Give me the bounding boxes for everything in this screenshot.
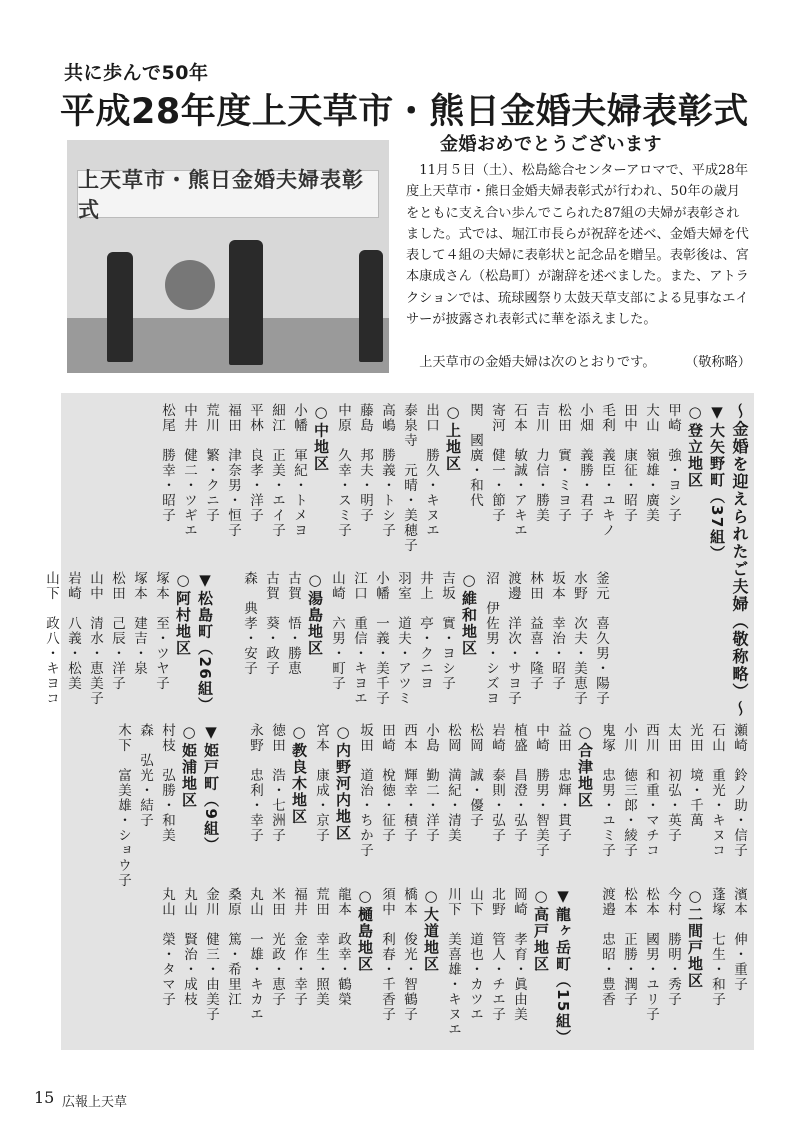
- couple-name: 福井 金作・幸子: [291, 887, 307, 1007]
- couple-name: 龍本 政幸・鶴榮: [335, 887, 351, 1007]
- couple-name: 吉坂 實・ヨシ子: [439, 571, 455, 691]
- district-heading: ○二間戸地区: [686, 887, 704, 989]
- couple-name: 小幡 軍紀・トメヨ: [291, 403, 307, 538]
- couple-name: 木下 富美雄・ショウ子: [115, 723, 131, 888]
- couple-name: 小川 徳三郎・綾子: [621, 723, 637, 858]
- couple-name: [574, 887, 596, 1027]
- couple-name: 藤島 邦夫・明子: [357, 403, 373, 523]
- couple-name: [216, 571, 238, 711]
- couple-name: 蓬塚 七生・和子: [709, 887, 725, 1007]
- couple-name: 泰泉寺 元晴・美穂子: [401, 403, 417, 553]
- couple-name: 丸山 榮・タマ子: [159, 887, 175, 1007]
- couple-name: 中原 久幸・スミ子: [335, 403, 351, 538]
- couple-name: 中井 健二・ツギエ: [181, 403, 197, 538]
- couple-name: 井上 亭・クニヨ: [417, 571, 433, 691]
- couple-name: 山下 政八・キヨコ: [43, 571, 59, 706]
- district-heading: ○湯島地区: [306, 571, 324, 657]
- district-heading: ▼大矢野町（37組）: [708, 403, 726, 562]
- couple-name: 毛利 義臣・ユキノ: [599, 403, 615, 538]
- couple-name: 永野 忠利・幸子: [247, 723, 263, 843]
- couple-name: 西川 和重・マチコ: [643, 723, 659, 858]
- district-heading: ～金婚を迎えられたご夫婦（敬称略）～: [730, 403, 749, 718]
- couple-name: 松田 己辰・洋子: [109, 571, 125, 691]
- couple-name: 岡崎 孝育・眞由美: [511, 887, 527, 1022]
- couple-name: 沼 伊佐男・シズヨ: [483, 571, 499, 706]
- couple-name: 松田 實・ミヨ子: [555, 403, 571, 523]
- couple-name: 塚本 至・ツヤ子: [153, 571, 169, 691]
- couple-name: 山下 道也・カツエ: [467, 887, 483, 1022]
- couple-name: 森 弘光・結子: [137, 723, 153, 828]
- couple-name: 石山 重光・キヌコ: [709, 723, 725, 858]
- district-heading: ▼龍ヶ岳町（15組）: [554, 887, 572, 1046]
- couple-name: 羽室 道夫・アツミ: [395, 571, 411, 706]
- couple-name: 丸山 賢治・成枝: [181, 887, 197, 1007]
- district-heading: ○上地区: [444, 403, 462, 472]
- couple-name: 松岡 満紀・清美: [445, 723, 461, 843]
- couple-name: [222, 723, 244, 873]
- couple-name: 田崎 梲徳・征子: [379, 723, 395, 843]
- district-heading: ▼姫戸町（9組）: [202, 723, 220, 854]
- couple-name: 松本 正勝・潤子: [621, 887, 637, 1007]
- couple-name: 川下 美喜雄・キヌエ: [445, 887, 461, 1037]
- district-heading: ○樋島地区: [356, 887, 374, 973]
- photo-person-center: [229, 240, 263, 365]
- article-closing: 上天草市の金婚夫婦は次のとおりです。: [419, 355, 656, 370]
- couple-name: 水野 次夫・美恵子: [571, 571, 587, 706]
- couple-name: 松本 國男・ユリ子: [643, 887, 659, 1022]
- couple-name: 桑原 篤・希里江: [225, 887, 241, 1007]
- couple-name: 瀬崎 鈴ノ助・信子: [731, 723, 747, 858]
- publication-name: 広報上天草: [62, 1095, 128, 1110]
- article-subheading: 金婚おめでとうございます: [440, 134, 662, 155]
- article-title: 平成28年度上天草市・熊日金婚夫婦表彰式: [60, 92, 749, 132]
- couple-name: 西本 輝幸・積子: [401, 723, 417, 843]
- district-heading: ○維和地区: [460, 571, 478, 657]
- couple-name: 平林 良孝・洋子: [247, 403, 263, 523]
- couple-name: 岩崎 八義・松美: [65, 571, 81, 691]
- couple-name: 岩崎 泰則・弘子: [489, 723, 505, 843]
- article-subtitle: 共に歩んで50年: [64, 62, 209, 84]
- couple-name: 寄河 健一・節子: [489, 403, 505, 523]
- couple-name: 村枝 弘勝・和美: [159, 723, 175, 843]
- couple-name: 鬼塚 忠男・ユミ子: [599, 723, 615, 858]
- article-closing-line: [406, 352, 751, 373]
- couple-name: 荒田 幸生・照美: [313, 887, 329, 1007]
- couple-name: 渡邊 洋次・サヨ子: [505, 571, 521, 706]
- couple-name: 吉川 力信・勝美: [533, 403, 549, 523]
- couple-name: 宮本 康成・京子: [313, 723, 329, 843]
- district-heading: ○内野河内地区: [334, 723, 352, 842]
- page-number: 15: [34, 1088, 55, 1107]
- couple-name: 丸山 一雄・キカエ: [247, 887, 263, 1022]
- couple-name: 大山 嶺雄・廣美: [643, 403, 659, 523]
- district-heading: ○登立地区: [686, 403, 704, 489]
- couple-name: 坂本 幸治・昭子: [549, 571, 565, 691]
- couple-name: 山中 清水・恵美子: [87, 571, 103, 706]
- photo-person-left: [107, 252, 133, 362]
- couple-name: 田中 康征・昭子: [621, 403, 637, 523]
- couple-name: 石本 敏誠・アキエ: [511, 403, 527, 538]
- couple-name: 関 國廣・和代: [467, 403, 483, 508]
- couple-name: 江口 重信・キヨエ: [351, 571, 367, 706]
- couple-name: 須中 利春・千香子: [379, 887, 395, 1022]
- couple-name: 北野 管人・チエ子: [489, 887, 505, 1022]
- district-heading: ○教良木地区: [290, 723, 308, 825]
- couple-name: 金川 健三・由美子: [203, 887, 219, 1022]
- couples-list-block-2: [40, 571, 612, 714]
- district-heading: ○中地区: [312, 403, 330, 472]
- district-heading: ○姫浦地区: [180, 723, 198, 809]
- district-heading: ○大道地区: [422, 887, 440, 973]
- couple-name: 松尾 勝幸・昭子: [159, 403, 175, 523]
- photo-banner: 上天草市・熊日金婚夫婦表彰式: [77, 170, 379, 218]
- couple-name: 米田 光政・恵子: [269, 887, 285, 1007]
- couple-name: 小畑 義勝・君子: [577, 403, 593, 523]
- article-body: 11月５日（土）、松島総合センターアロマで、平成28年度上天草市・熊日金婚夫婦表彰式が行われ、50年の歳月をともに支え合い歩んでこられた87組の夫婦が表彰されました。式では、堀江市長らが祝辞を述べ、金婚夫婦を代表して４組の夫婦に表彰状と記念品を贈呈。表彰後は、宮本康成さん（松島町）が謝辞を述べました。また、アトラクションでは、琉球國祭り太鼓天草支部による見事なエイサーが披露され表彰式に華を添えました。: [406, 163, 749, 328]
- couple-name: 太田 初弘・英子: [665, 723, 681, 843]
- couple-name: 細江 正美・エイ子: [269, 403, 285, 538]
- couple-name: 今村 勝明・秀子: [665, 887, 681, 1007]
- couple-name: 甲崎 強・ヨシ子: [665, 403, 681, 523]
- couple-name: 古賀 葵・政子: [263, 571, 279, 676]
- couple-name: 坂田 道治・ちか子: [357, 723, 373, 858]
- couples-list-block-3: [112, 723, 750, 888]
- couple-name: 徳田 浩・七洲子: [269, 723, 285, 843]
- district-heading: ▼松島町（26組）: [196, 571, 214, 714]
- couple-name: 松岡 誠・優子: [467, 723, 483, 828]
- couple-name: 益田 忠輝・貫子: [555, 723, 571, 843]
- couple-name: 小島 勤二・洋子: [423, 723, 439, 843]
- photo-flower-arrangement: [165, 260, 215, 310]
- couple-name: 高嶋 勝義・トシ子: [379, 403, 395, 538]
- couple-name: 中崎 勝男・智美子: [533, 723, 549, 858]
- district-heading: ○高戸地区: [532, 887, 550, 973]
- couples-list-block-4: [156, 887, 750, 1046]
- couple-name: 塚本 建吉・泉: [131, 571, 147, 676]
- couple-name: 山崎 六男・町子: [329, 571, 345, 691]
- couple-name: 渡邉 忠昭・豊香: [599, 887, 615, 1007]
- couple-name: 光田 境・千萬: [687, 723, 703, 828]
- couple-name: 小幡 一義・美千子: [373, 571, 389, 706]
- photo-person-right: [359, 250, 383, 362]
- couple-name: 古賀 悟・勝恵: [285, 571, 301, 676]
- couple-name: 林田 益喜・隆子: [527, 571, 543, 691]
- article-honorific: （敬称略）: [685, 355, 751, 370]
- couple-name: 釜元 喜久男・陽子: [593, 571, 609, 706]
- couple-name: 出口 勝久・キヌエ: [423, 403, 439, 538]
- ceremony-photo: [67, 140, 389, 373]
- couple-name: 橋本 俊光・智鶴子: [401, 887, 417, 1022]
- couple-name: 森 典孝・安子: [241, 571, 257, 676]
- couple-name: 植盛 昌澄・弘子: [511, 723, 527, 843]
- district-heading: ○阿村地区: [174, 571, 192, 657]
- couple-name: 福田 津奈男・恒子: [225, 403, 241, 538]
- district-heading: ○合津地区: [576, 723, 594, 809]
- couple-name: 濱本 伸・重子: [731, 887, 747, 992]
- couple-name: 荒川 繁・クニ子: [203, 403, 219, 523]
- couples-list-box: [43, 393, 754, 1050]
